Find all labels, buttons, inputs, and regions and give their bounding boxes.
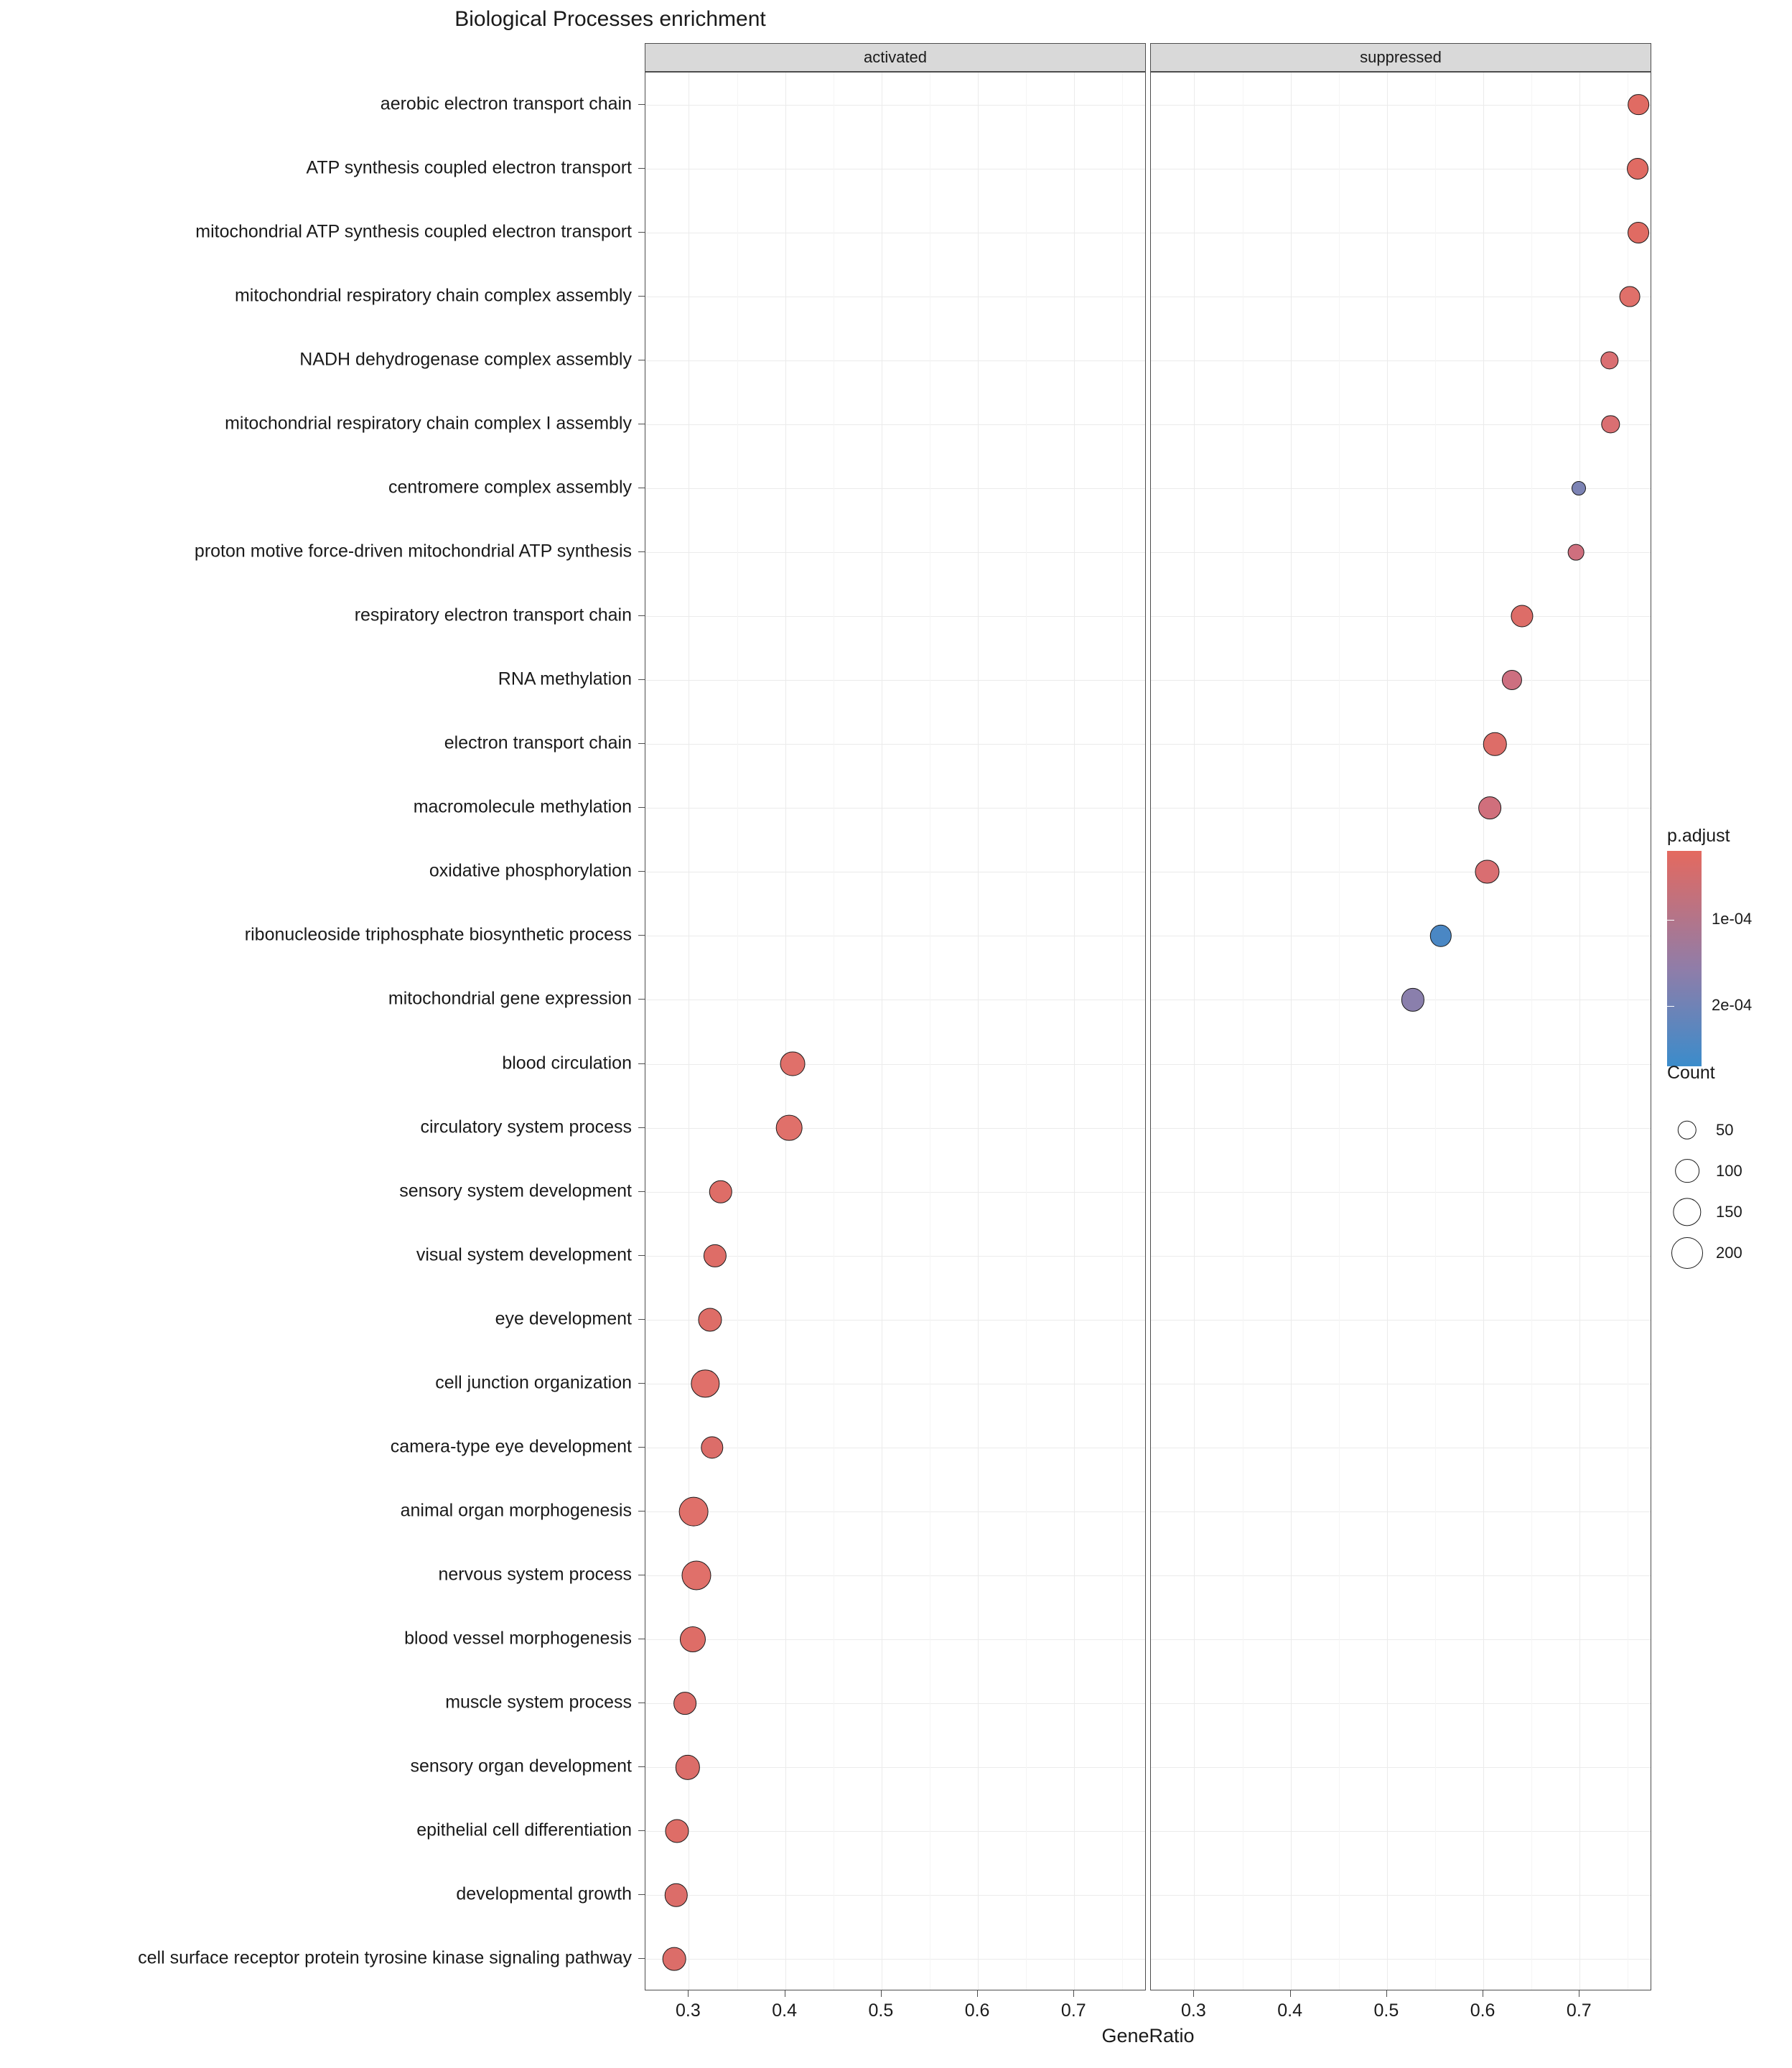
x-axis-tick-label: 0.6 xyxy=(964,2001,990,2021)
y-axis-tick-label: blood circulation xyxy=(502,1053,632,1073)
y-axis-tick xyxy=(638,1830,645,1831)
facet-strip-activated-label: activated xyxy=(863,48,928,66)
data-point xyxy=(665,1883,688,1906)
data-point xyxy=(1430,925,1452,946)
y-axis-tick xyxy=(638,1766,645,1767)
gridline-horizontal xyxy=(1151,1575,1651,1576)
y-axis-tick-label: sensory system development xyxy=(399,1180,632,1201)
y-axis-tick-label: respiratory electron transport chain xyxy=(354,605,632,625)
y-axis-tick-label: animal organ morphogenesis xyxy=(400,1500,632,1521)
y-axis-tick-label: electron transport chain xyxy=(444,732,632,753)
gridline-horizontal xyxy=(1151,1639,1651,1640)
x-axis-title: GeneRatio xyxy=(1101,2025,1195,2046)
data-point xyxy=(691,1369,719,1397)
data-point xyxy=(666,1820,689,1843)
x-axis-tick xyxy=(1386,1990,1387,1997)
legend-size-label: 50 xyxy=(1716,1120,1734,1139)
y-axis-tick xyxy=(638,743,645,744)
color-scale-bar xyxy=(1667,851,1702,1066)
gridline-horizontal xyxy=(1151,1320,1651,1321)
x-axis-tick-label: 0.7 xyxy=(1060,2001,1086,2021)
y-axis-tick-label: camera-type eye development xyxy=(390,1436,632,1457)
gridline-horizontal xyxy=(1151,744,1651,745)
data-point xyxy=(1475,860,1499,884)
gridline-horizontal xyxy=(1151,616,1651,617)
gridline-horizontal xyxy=(645,1639,1145,1640)
x-axis-tick xyxy=(1193,1990,1194,1997)
gridline-horizontal xyxy=(1151,1064,1651,1065)
legend-color-title: p.adjust xyxy=(1667,826,1730,846)
gridline-horizontal xyxy=(1151,1767,1651,1768)
y-axis-tick-label: cell junction organization xyxy=(435,1372,632,1393)
x-axis-tick xyxy=(977,1990,978,1997)
x-axis-tick-label: 0.3 xyxy=(1181,2001,1206,2021)
facet-strip-suppressed xyxy=(1150,43,1651,72)
legend-size-label: 200 xyxy=(1716,1243,1742,1262)
y-axis-tick xyxy=(638,1063,645,1064)
color-scale-tick-label: 2e-04 xyxy=(1712,996,1753,1014)
y-axis-tick-label: proton motive force-driven mitochondrial ATP synthesis xyxy=(194,541,632,562)
gridline-horizontal xyxy=(645,1575,1145,1576)
gridline-vertical xyxy=(1074,73,1075,1990)
y-axis-tick xyxy=(638,1894,645,1895)
x-axis-tick xyxy=(1290,1990,1291,1997)
legend-size-label: 100 xyxy=(1716,1161,1742,1180)
y-axis-tick xyxy=(638,1447,645,1448)
legend-size-title: Count xyxy=(1667,1063,1715,1083)
gridline-vertical xyxy=(1387,73,1388,1990)
y-axis-tick-label: visual system development xyxy=(416,1244,632,1265)
plot-panel-activated xyxy=(645,72,1146,1990)
gridline-vertical xyxy=(785,73,786,1990)
y-axis-tick-label: muscle system process xyxy=(445,1692,632,1713)
y-axis-tick-label: cell surface receptor protein tyrosine kinase signaling pathway xyxy=(138,1947,632,1968)
gridline-horizontal xyxy=(645,1895,1145,1896)
gridline-horizontal xyxy=(645,1767,1145,1768)
gridline-vertical-minor xyxy=(1026,73,1027,1990)
gridline-horizontal xyxy=(645,744,1145,745)
gridline-horizontal xyxy=(645,1831,1145,1832)
data-point xyxy=(1600,351,1618,369)
y-axis-tick xyxy=(638,1383,645,1384)
x-axis-tick xyxy=(881,1990,882,1997)
y-axis-tick-label: mitochondrial respiratory chain complex assembly xyxy=(234,285,632,306)
x-axis-tick-label: 0.3 xyxy=(676,2001,701,2021)
data-point xyxy=(698,1308,722,1331)
data-point xyxy=(704,1244,727,1267)
y-axis-tick-label: mitochondrial gene expression xyxy=(388,988,632,1009)
data-point xyxy=(676,1755,700,1779)
y-axis-tick xyxy=(638,296,645,297)
y-axis-tick-label: developmental growth xyxy=(456,1883,632,1904)
y-axis-tick xyxy=(638,104,645,105)
gridline-horizontal xyxy=(645,808,1145,809)
y-axis-tick-label: oxidative phosphorylation xyxy=(429,860,632,881)
legend-size-marker xyxy=(1673,1198,1701,1226)
data-point xyxy=(701,1436,723,1458)
gridline-vertical-minor xyxy=(737,73,738,1990)
gridline-horizontal xyxy=(645,488,1145,489)
color-scale-tick xyxy=(1667,1006,1674,1007)
plot-panel-suppressed xyxy=(1150,72,1651,1990)
data-point xyxy=(780,1051,806,1076)
facet-strip-activated xyxy=(645,43,1146,72)
data-point xyxy=(1511,605,1533,628)
gridline-vertical xyxy=(1291,73,1292,1990)
y-axis-tick-label: aerobic electron transport chain xyxy=(380,93,632,114)
data-point xyxy=(673,1692,696,1715)
gridline-horizontal xyxy=(1151,360,1651,361)
gridline-vertical-minor xyxy=(1122,73,1123,1990)
y-axis-tick xyxy=(638,807,645,808)
gridline-horizontal xyxy=(1151,808,1651,809)
color-scale-tick-label: 1e-04 xyxy=(1712,910,1753,928)
y-axis-tick-label: RNA methylation xyxy=(498,669,632,689)
gridline-horizontal xyxy=(1151,1831,1651,1832)
y-axis-tick-label: sensory organ development xyxy=(410,1756,632,1776)
y-axis-tick xyxy=(638,1127,645,1128)
gridline-horizontal xyxy=(1151,1895,1651,1896)
x-axis-tick-label: 0.7 xyxy=(1566,2001,1592,2021)
data-point xyxy=(680,1626,706,1652)
gridline-vertical xyxy=(1483,73,1484,1990)
y-axis-tick-label: eye development xyxy=(495,1308,632,1329)
y-axis-tick-label: ribonucleoside triphosphate biosynthetic process xyxy=(244,924,632,945)
y-axis-tick xyxy=(638,232,645,233)
gridline-horizontal xyxy=(645,1064,1145,1065)
y-axis-tick xyxy=(638,1511,645,1512)
y-axis-tick xyxy=(638,615,645,616)
data-point xyxy=(1602,415,1620,433)
y-axis-tick xyxy=(638,679,645,680)
x-axis-tick xyxy=(688,1990,689,1997)
gridline-vertical-minor xyxy=(1339,73,1340,1990)
data-point xyxy=(1479,796,1502,819)
y-axis-tick-label: ATP synthesis coupled electron transport xyxy=(306,157,632,178)
gridline-horizontal xyxy=(1151,1703,1651,1704)
gridline-horizontal xyxy=(1151,1256,1651,1257)
gridline-horizontal xyxy=(645,360,1145,361)
y-axis-tick xyxy=(638,935,645,936)
gridline-horizontal xyxy=(645,105,1145,106)
gridline-vertical xyxy=(1579,73,1580,1990)
x-axis-tick-label: 0.6 xyxy=(1470,2001,1495,2021)
x-axis-tick-label: 0.4 xyxy=(1277,2001,1303,2021)
x-axis-tick xyxy=(1073,1990,1074,1997)
y-axis-tick xyxy=(638,1255,645,1256)
data-point xyxy=(1502,670,1522,690)
y-axis-tick xyxy=(638,871,645,872)
y-axis-tick-label: mitochondrial ATP synthesis coupled electron transport xyxy=(195,221,632,242)
y-axis-tick xyxy=(638,1191,645,1192)
data-point xyxy=(1627,158,1648,180)
chart-title: Biological Processes enrichment xyxy=(454,7,766,31)
gridline-horizontal xyxy=(1151,680,1651,681)
gridline-horizontal xyxy=(1151,1192,1651,1193)
y-axis-tick-label: epithelial cell differentiation xyxy=(416,1820,632,1840)
gridline-horizontal xyxy=(645,424,1145,425)
y-axis-tick xyxy=(638,999,645,1000)
data-point xyxy=(1401,988,1424,1011)
data-point xyxy=(682,1561,711,1590)
data-point xyxy=(1572,481,1586,495)
y-axis-tick-label: centromere complex assembly xyxy=(388,477,632,498)
data-point xyxy=(663,1947,686,1971)
data-point xyxy=(1628,222,1649,243)
y-axis-tick xyxy=(638,551,645,552)
gridline-horizontal xyxy=(1151,105,1651,106)
data-point xyxy=(679,1497,709,1527)
data-point xyxy=(1620,286,1641,307)
data-point xyxy=(1568,544,1585,561)
legend-size-marker xyxy=(1678,1120,1697,1139)
x-axis-tick-label: 0.5 xyxy=(868,2001,894,2021)
gridline-horizontal xyxy=(645,1703,1145,1704)
color-scale-tick xyxy=(1667,920,1674,921)
gridline-vertical xyxy=(978,73,979,1990)
gridline-horizontal xyxy=(645,616,1145,617)
data-point xyxy=(1483,732,1506,755)
gridline-horizontal xyxy=(645,1128,1145,1129)
x-axis-tick-label: 0.4 xyxy=(772,2001,798,2021)
legend-size-marker xyxy=(1675,1159,1699,1183)
legend-size-label: 150 xyxy=(1716,1202,1742,1221)
gridline-vertical-minor xyxy=(1531,73,1532,1990)
y-axis-tick-label: nervous system process xyxy=(438,1564,632,1585)
data-point xyxy=(709,1180,732,1203)
legend-size-marker xyxy=(1671,1237,1703,1269)
gridline-horizontal xyxy=(1151,1128,1651,1129)
gridline-horizontal xyxy=(645,1959,1145,1960)
gridline-vertical xyxy=(1194,73,1195,1990)
y-axis-tick-label: NADH dehydrogenase complex assembly xyxy=(299,349,632,370)
y-axis-tick xyxy=(638,168,645,169)
y-axis-tick xyxy=(638,1319,645,1320)
gridline-horizontal xyxy=(645,552,1145,553)
y-axis-tick xyxy=(638,1958,645,1959)
gridline-horizontal xyxy=(645,680,1145,681)
y-axis-tick-label: mitochondrial respiratory chain complex I assembly xyxy=(225,413,632,434)
gridline-horizontal xyxy=(1151,1959,1651,1960)
facet-strip-suppressed-label: suppressed xyxy=(1360,48,1442,66)
y-axis-tick-label: blood vessel morphogenesis xyxy=(404,1628,632,1649)
data-point xyxy=(776,1114,803,1141)
x-axis-tick-label: 0.5 xyxy=(1373,2001,1399,2021)
data-point xyxy=(1628,94,1649,116)
gridline-vertical-minor xyxy=(1435,73,1436,1990)
y-axis-tick-label: circulatory system process xyxy=(420,1117,632,1137)
y-axis-tick-label: macromolecule methylation xyxy=(413,796,632,817)
gridline-horizontal xyxy=(1151,424,1651,425)
